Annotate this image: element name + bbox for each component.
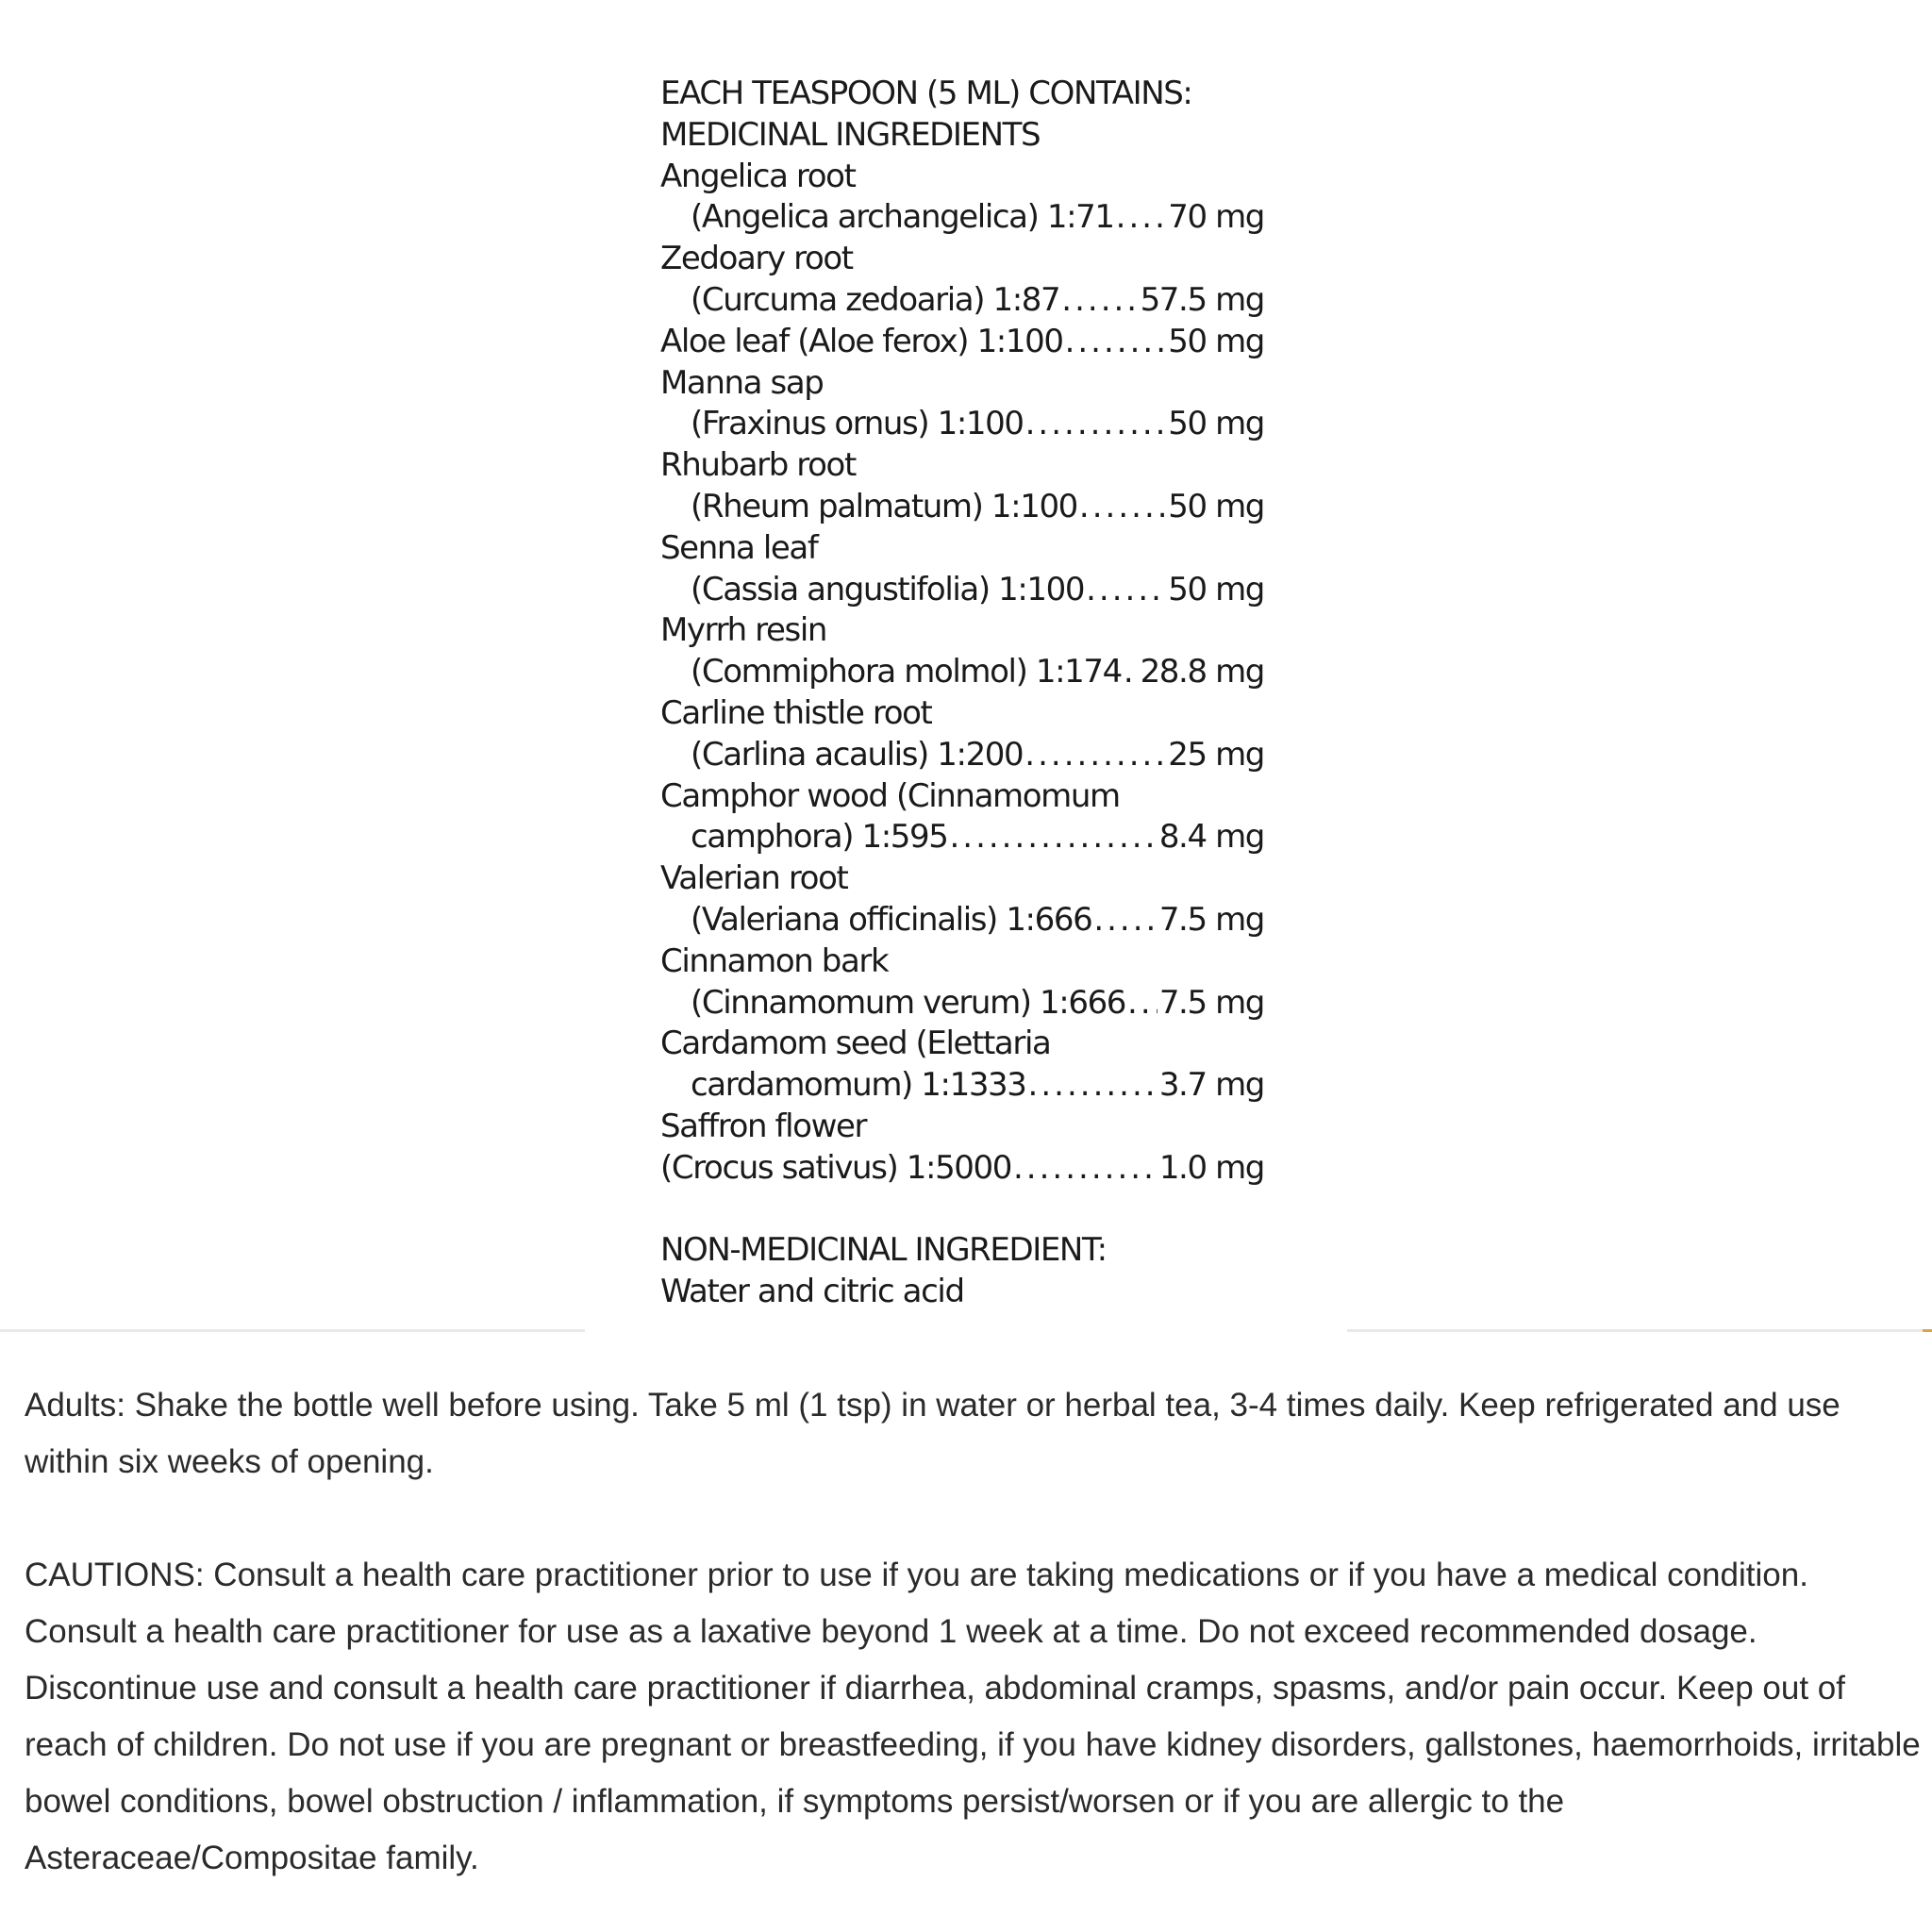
ingredient-row	[660, 983, 1264, 1024]
ingredient-name: Cardamom seed (Elettaria	[660, 1024, 1051, 1063]
ingredient-name: Myrrh resin	[660, 611, 827, 650]
ingredient-amount: 28.8 mg	[1140, 653, 1264, 691]
ingredient-detail: (Cinnamomum verum) 1:666	[691, 983, 1126, 1022]
ingredient-amount: 50 mg	[1168, 405, 1264, 443]
ingredient-detail: (Crocus sativus) 1:5000	[660, 1148, 1011, 1187]
ingredient-row	[660, 404, 1264, 445]
ingredient-detail: (Angelica archangelica) 1:71	[691, 198, 1114, 237]
ingredient-amount: 70 mg	[1168, 198, 1264, 237]
ingredient-row	[660, 570, 1264, 611]
dot-leader	[1079, 487, 1166, 528]
dot-leader	[1124, 652, 1139, 693]
ingredient-name: Carline thistle root	[660, 693, 932, 732]
ingredient-row	[660, 900, 1264, 941]
dot-leader	[1093, 900, 1158, 941]
ingredient-amount: 25 mg	[1168, 735, 1264, 774]
ingredient-amount: 8.4 mg	[1158, 818, 1264, 857]
ingredient-name: Cinnamon bark	[660, 941, 889, 980]
directions-section	[25, 1377, 1921, 1887]
ingredient-name: Angelica root	[660, 157, 856, 195]
ingredient-detail: Aloe leaf (Aloe ferox) 1:100	[660, 322, 1063, 360]
ingredient-row	[660, 487, 1264, 528]
ingredient-row	[660, 197, 1264, 239]
ingredient-amount: 3.7 mg	[1158, 1066, 1264, 1105]
label-heading: EACH TEASPOON (5 ML) CONTAINS:	[660, 75, 1192, 112]
ingredient-row	[660, 322, 1264, 363]
cautions-text: CAUTIONS: Consult a health care practitioner prior to use if you are taking medications or if you have a medical condition. Consult a health care practitioner for use as a laxative beyond 1 week at a time. Do not exceed recommended dosage. Discontinue use and consult a health care practitioner if diarrhea, abdominal cramps, spasms, and/or pain occur. Keep out of reach of children. Do not use if you are pregnant or breastfeeding, if you have kidney disorders, gallstones, haemorrhoids, irritable bowel conditions, bowel obstruction / inflammation, if symptoms persist/worsen or if you are allergic to the Asteraceae/Compositae family.	[25, 1557, 1921, 1876]
ingredient-detail: (Cassia angustifolia) 1:100	[691, 570, 1085, 608]
divider-left	[0, 1329, 585, 1332]
ingredient-amount: 50 mg	[1168, 570, 1264, 608]
ingredient-amount: 57.5 mg	[1140, 280, 1264, 319]
dot-leader	[1013, 1148, 1158, 1190]
ingredient-name: Valerian root	[660, 859, 848, 898]
ingredient-detail: camphora) 1:595	[691, 818, 948, 857]
non-medicinal-heading: NON-MEDICINAL INGREDIENT:	[660, 1231, 1107, 1270]
ingredient-detail: (Curcuma zedoaria) 1:87	[691, 280, 1060, 319]
ingredient-row	[660, 817, 1264, 858]
ingredient-detail: cardamomum) 1:1333	[691, 1066, 1026, 1105]
dot-leader	[1024, 735, 1166, 776]
ingredient-name: Senna leaf	[660, 528, 818, 567]
ingredient-name: Zedoary root	[660, 240, 853, 278]
ingredient-row	[660, 280, 1264, 322]
divider-right	[1347, 1329, 1924, 1332]
ingredient-amount: 7.5 mg	[1158, 983, 1264, 1022]
dot-leader	[949, 817, 1157, 858]
dot-leader	[1086, 570, 1166, 611]
ingredient-name: Saffron flower	[660, 1107, 867, 1145]
ingredient-detail: (Rheum palmatum) 1:100	[691, 487, 1077, 525]
ingredient-row	[660, 1065, 1264, 1107]
spacer	[660, 1190, 1264, 1231]
ingredient-label	[660, 74, 1264, 1313]
ingredient-detail: (Fraxinus ornus) 1:100	[691, 405, 1024, 443]
ingredient-amount: 50 mg	[1168, 487, 1264, 525]
dot-leader	[1028, 1065, 1158, 1107]
dot-leader	[1127, 983, 1158, 1024]
ingredient-row	[660, 1148, 1264, 1190]
accent-tick	[1923, 1329, 1932, 1332]
dot-leader	[1065, 322, 1167, 363]
ingredient-amount: 7.5 mg	[1158, 900, 1264, 939]
ingredient-name: Camphor wood (Cinnamomum	[660, 776, 1120, 815]
ingredient-name: Manna sap	[660, 363, 824, 402]
ingredient-detail: (Commiphora molmol) 1:174	[691, 653, 1122, 691]
dot-leader	[1025, 404, 1167, 445]
non-medicinal-value: Water and citric acid	[660, 1273, 964, 1311]
medicinal-heading: MEDICINAL INGREDIENTS	[660, 115, 1041, 154]
ingredient-amount: 50 mg	[1168, 322, 1264, 360]
dot-leader	[1116, 197, 1167, 239]
ingredient-detail: (Carlina acaulis) 1:200	[691, 735, 1024, 774]
ingredient-detail: (Valeriana officinalis) 1:666	[691, 900, 1092, 939]
ingredient-name: Rhubarb root	[660, 446, 856, 485]
dot-leader	[1061, 280, 1138, 322]
ingredient-list	[660, 157, 1264, 1190]
ingredient-row	[660, 735, 1264, 776]
adults-directions: Adults: Shake the bottle well before using. Take 5 ml (1 tsp) in water or herbal tea, 3-4 times daily. Keep refrigerated and use within six weeks of opening.	[25, 1387, 1840, 1480]
ingredient-row	[660, 652, 1264, 693]
ingredient-amount: 1.0 mg	[1158, 1148, 1264, 1187]
